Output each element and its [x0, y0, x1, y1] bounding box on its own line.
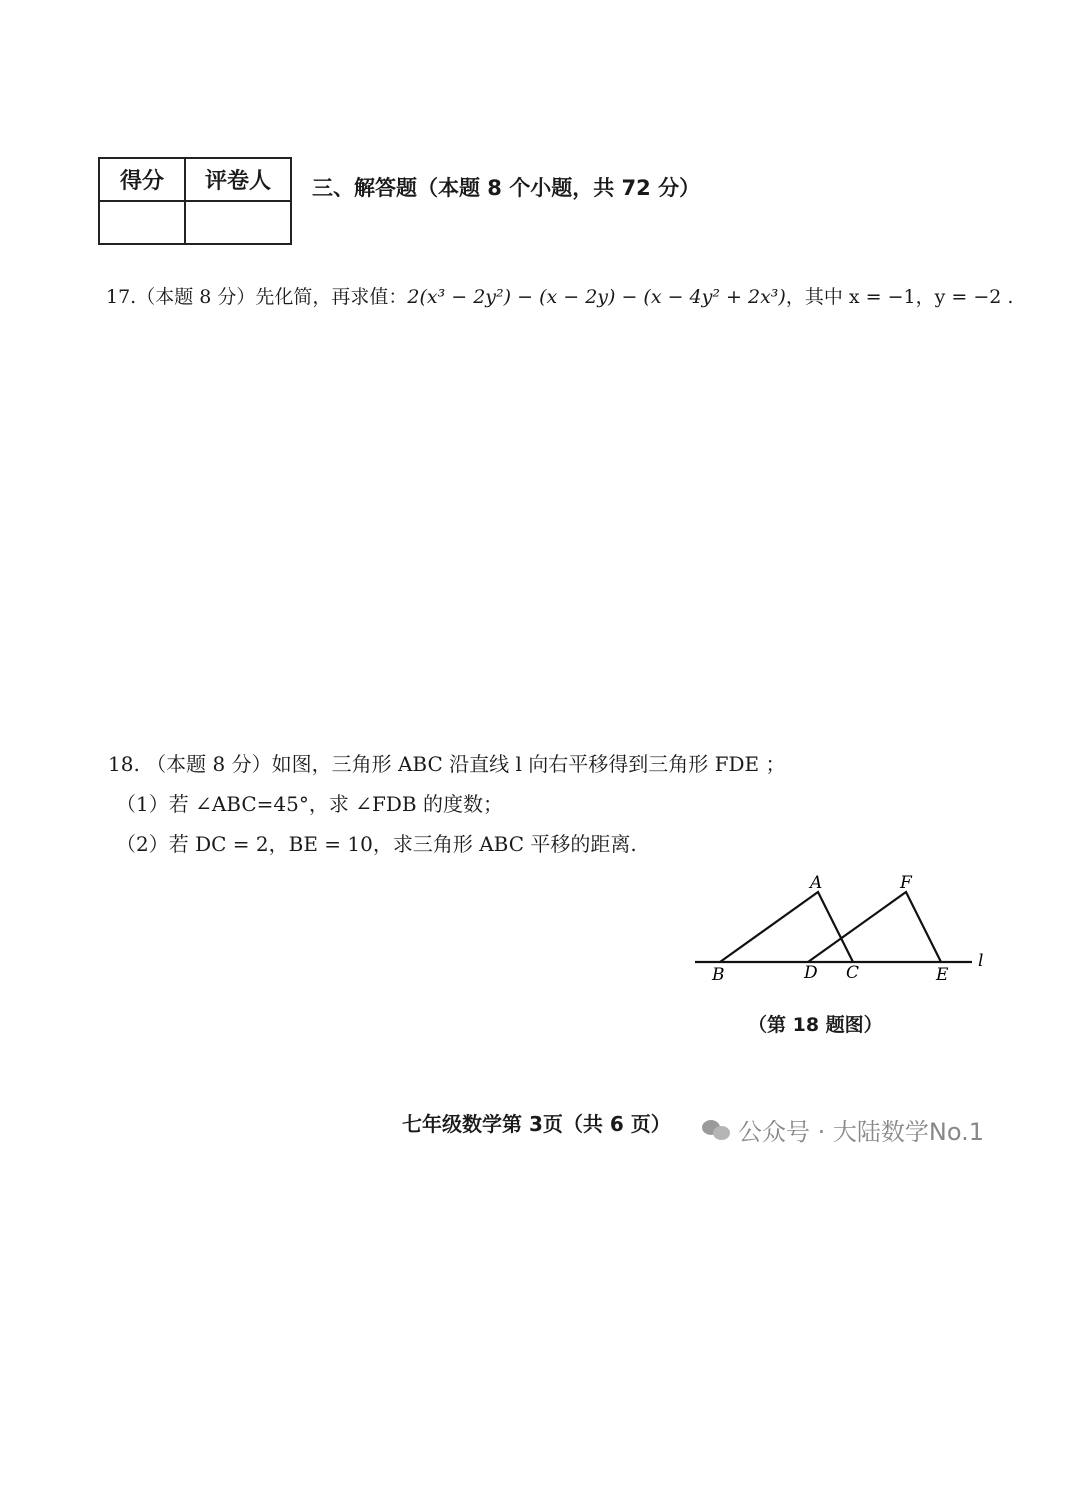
score-table — [98, 157, 292, 245]
watermark-text: 公众号 · 大陆数学No.1 — [738, 1118, 984, 1146]
grader-cell — [185, 201, 291, 244]
triangle-fde — [808, 892, 941, 962]
label-d: D — [804, 963, 818, 983]
label-e: E — [936, 965, 949, 985]
label-l: l — [978, 951, 984, 971]
question-18-title: 18. （本题 8 分）如图，三角形 ABC 沿直线 l 向右平移得到三角形 FDE ； — [108, 752, 786, 776]
score-header: 得分 — [99, 158, 185, 201]
label-a: A — [810, 873, 823, 893]
label-f: F — [900, 873, 912, 893]
q17-prefix: 17.（本题 8 分）先化简，再求值： — [106, 286, 408, 308]
triangle-translation-figure — [690, 870, 1000, 990]
wechat-icon — [702, 1118, 732, 1142]
question-18-part-2: （2）若 DC = 2，BE = 10，求三角形 ABC 平移的距离. — [116, 832, 637, 856]
page-footer: 七年级数学第 3页（共 6 页） — [402, 1112, 671, 1136]
question-17 — [106, 282, 1013, 309]
figure-caption: （第 18 题图） — [748, 1014, 883, 1036]
q17-expression: 2(x³ − 2y²) − (x − 2y) − (x − 4y² + 2x³) — [407, 286, 786, 308]
watermark — [702, 1112, 984, 1147]
section-title: 三、解答题（本题 8 个小题，共 72 分） — [312, 176, 701, 200]
triangle-abc — [720, 892, 853, 962]
label-c: C — [846, 963, 860, 983]
score-cell — [99, 201, 185, 244]
grader-header: 评卷人 — [185, 158, 291, 201]
question-18-part-1: （1）若 ∠ABC=45°，求 ∠FDB 的度数； — [116, 792, 503, 816]
label-b: B — [712, 965, 725, 985]
q17-condition: ，其中 x = −1，y = −2 . — [785, 286, 1014, 308]
